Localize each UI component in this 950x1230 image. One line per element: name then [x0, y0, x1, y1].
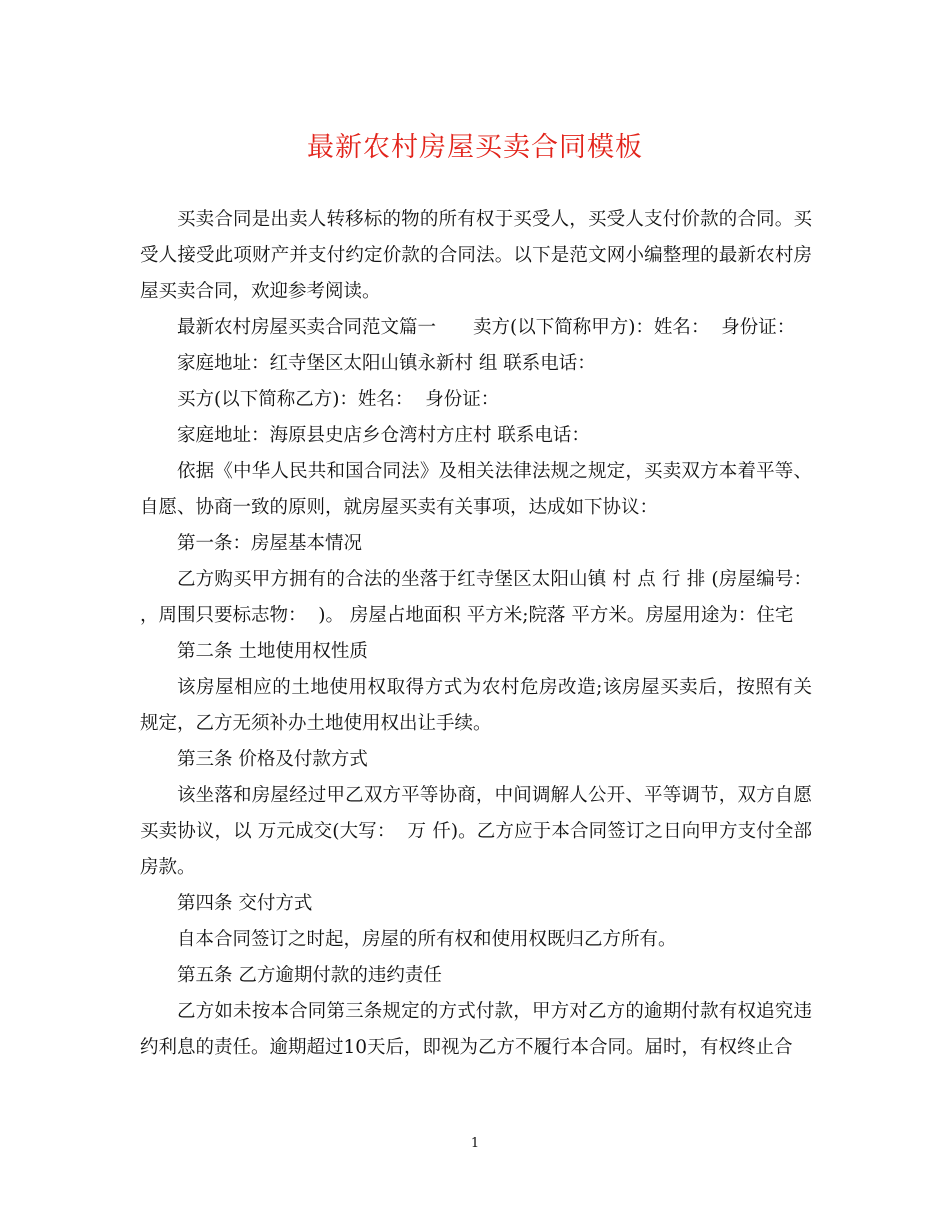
article-2-text: 该房屋相应的土地使用权取得方式为农村危房改造;该房屋买卖后，按照有关规定，乙方无须补办土地使用权出让手续。 [140, 677, 812, 734]
article-1-heading: 第一条：房屋基本情况 [177, 533, 363, 554]
buyer-address-line: 家庭地址：海原县史店乡仓湾村方庄村 联系电话： [177, 425, 590, 446]
document-body [140, 202, 824, 1066]
seller-info-line: 最新农村房屋买卖合同范文篇一 卖方(以下简称甲方)：姓名： 身份证： [177, 317, 796, 338]
article-5-heading: 第五条 乙方逾期付款的违约责任 [177, 965, 442, 986]
article-5-text: 乙方如未按本合同第三条规定的方式付款，甲方对乙方的逾期付款有权追究违约利息的责任。逾期超过10天后，即视为乙方不履行本合同。届时，有权终止合 [140, 1001, 812, 1058]
buyer-info-line: 买方(以下简称乙方)：姓名： 身份证： [177, 389, 500, 410]
article-3-text: 该坐落和房屋经过甲乙双方平等协商，中间调解人公开、平等调节，双方自愿买卖协议，以 万元成交(大写： 万 仟)。乙方应于本合同签订之日向甲方支付全部房款。 [140, 785, 812, 878]
article-2-heading: 第二条 土地使用权性质 [177, 641, 368, 662]
article-1-text: 乙方购买甲方拥有的合法的坐落于红寺堡区太阳山镇 村 点 行 排 (房屋编号： ，周围只要标志物： )。 房屋占地面积 平方米;院落 平方米。房屋用途为：住宅 [140, 569, 824, 626]
article-4-text: 自本合同签订之时起，房屋的所有权和使用权既归乙方所有。 [177, 929, 677, 950]
page-number: 1 [470, 1136, 480, 1151]
article-4-heading: 第四条 交付方式 [177, 893, 313, 914]
agreement-basis-paragraph: 依据《中华人民共和国合同法》及相关法律法规之规定，买卖双方本着平等、自愿、协商一致的原则，就房屋买卖有关事项，达成如下协议： [140, 461, 812, 518]
document-title: 最新农村房屋买卖合同模板 [307, 132, 643, 163]
article-3-heading: 第三条 价格及付款方式 [177, 749, 368, 770]
intro-paragraph: 买卖合同是出卖人转移标的物的所有权于买受人，买受人支付价款的合同。买受人接受此项财产并支付约定价款的合同法。以下是范文网小编整理的最新农村房屋买卖合同，欢迎参考阅读。 [140, 209, 812, 302]
seller-address-line: 家庭地址：红寺堡区太阳山镇永新村 组 联系电话： [177, 353, 596, 374]
